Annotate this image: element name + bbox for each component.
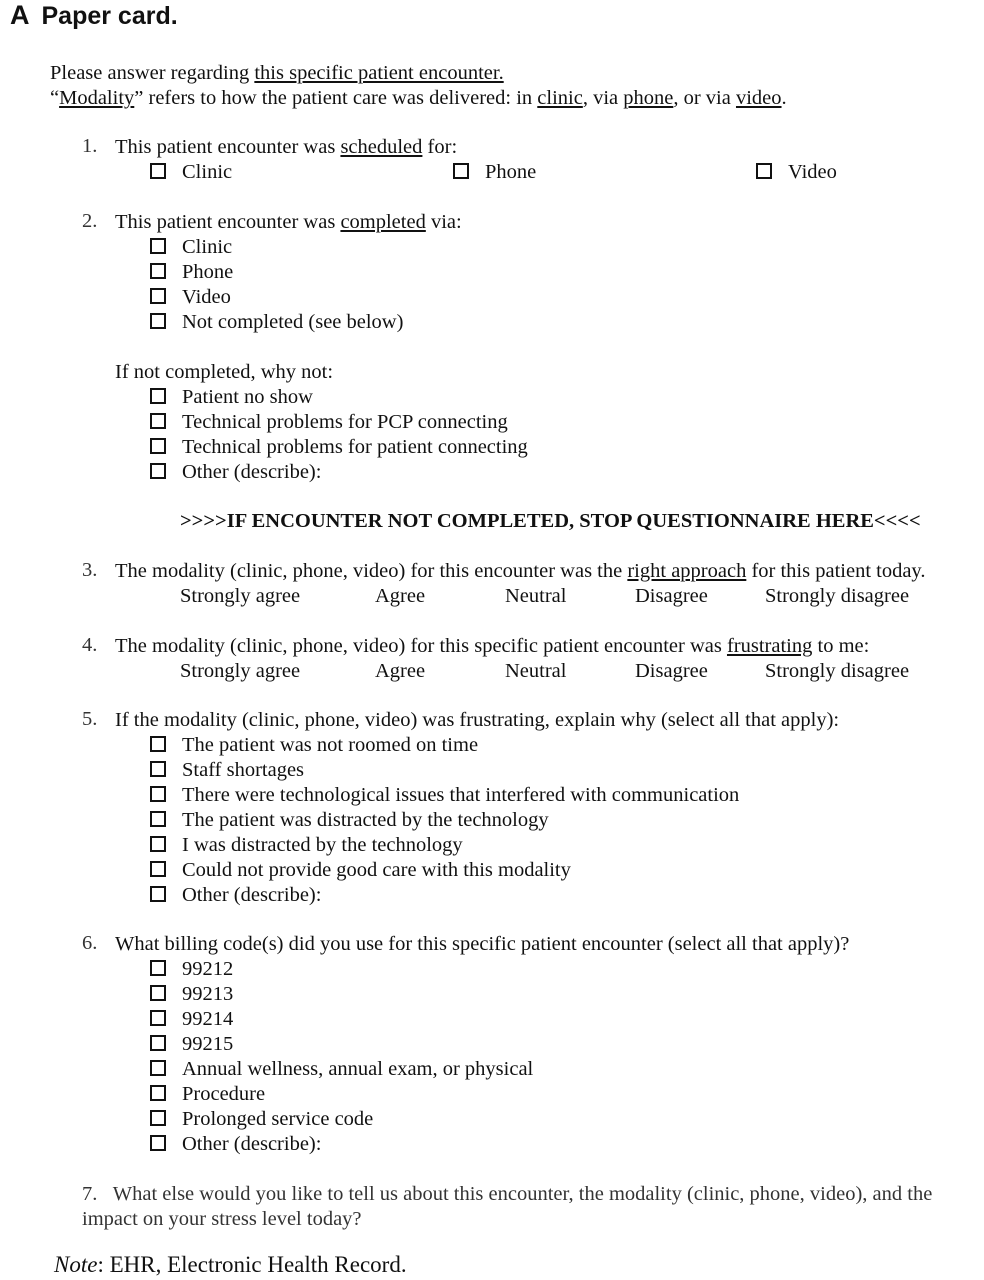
option-label: 99213 [182, 983, 234, 1005]
intro-line-2 [50, 86, 787, 111]
checkbox[interactable] [150, 388, 166, 404]
question-text: The modality (clinic, phone, video) for this encounter was the [115, 560, 628, 582]
intro-video: video [735, 87, 782, 109]
reason-option[interactable] [150, 385, 313, 410]
reason-option[interactable] [150, 410, 508, 435]
reason-option[interactable] [150, 460, 321, 485]
option-label: Other (describe): [182, 461, 322, 483]
option-label: Other (describe): [182, 1133, 322, 1155]
option-label: 99215 [182, 1033, 234, 1055]
panel-letter: A [10, 0, 30, 30]
option-label: Video [182, 286, 231, 308]
option-label: Procedure [182, 1083, 266, 1105]
q4-likert-strongly-agree[interactable]: Strongly agree [180, 660, 301, 682]
q3-likert-strongly-disagree[interactable]: Strongly disagree [765, 585, 910, 607]
checkbox[interactable] [150, 413, 166, 429]
option-label: Other (describe): [182, 884, 322, 906]
q4-likert-agree[interactable]: Agree [375, 660, 426, 682]
checkbox[interactable] [150, 263, 166, 279]
q3-likert-neutral[interactable]: Neutral [505, 585, 567, 607]
option-label: Could not provide good care with this modality [182, 859, 571, 881]
option-label: Video [788, 161, 837, 183]
q5-option[interactable] [150, 883, 321, 908]
question-text: for this patient today. [746, 560, 926, 582]
q6-option[interactable] [150, 1082, 265, 1107]
option-label: Patient no show [182, 386, 313, 408]
checkbox[interactable] [150, 786, 166, 802]
checkbox[interactable] [150, 861, 166, 877]
option-label: There were technological issues that interfered with communication [182, 784, 740, 806]
question-text: for: [422, 136, 458, 158]
q1-option-video[interactable] [756, 160, 837, 185]
checkbox[interactable] [150, 886, 166, 902]
question-text: This patient encounter was [115, 211, 341, 233]
q3-likert-strongly-agree[interactable]: Strongly agree [180, 585, 301, 607]
checkbox[interactable] [150, 761, 166, 777]
q4-likert-disagree[interactable]: Disagree [635, 660, 708, 682]
q6-option[interactable] [150, 1032, 233, 1057]
question-emphasis: scheduled [340, 136, 423, 158]
q3-likert-agree[interactable]: Agree [375, 585, 426, 607]
question-7-line-1 [82, 1182, 932, 1207]
intro-text: , via [582, 87, 624, 109]
checkbox[interactable] [150, 836, 166, 852]
q5-option[interactable] [150, 758, 304, 783]
not-completed-prompt: If not completed, why not: [115, 361, 334, 383]
option-label: Staff shortages [182, 759, 305, 781]
question-7-line-2: impact on your stress level today? [82, 1208, 362, 1230]
option-label: Not completed (see below) [182, 311, 404, 333]
intro-clinic: clinic [537, 87, 583, 109]
q6-option[interactable] [150, 982, 233, 1007]
q1-option-clinic[interactable] [150, 160, 232, 185]
checkbox[interactable] [150, 313, 166, 329]
intro-text: , or via [673, 87, 736, 109]
note-label: Note [54, 1252, 98, 1277]
q2-option[interactable] [150, 235, 232, 260]
q4-likert-strongly-disagree[interactable]: Strongly disagree [765, 660, 910, 682]
question-emphasis: completed [340, 211, 426, 233]
checkbox[interactable] [150, 1035, 166, 1051]
question-4-text [115, 634, 869, 659]
stop-notice: >>>>IF ENCOUNTER NOT COMPLETED, STOP QUESTIONNAIRE HERE<<<< [180, 510, 921, 532]
question-number: 6. [82, 932, 98, 954]
q4-likert-neutral[interactable]: Neutral [505, 660, 567, 682]
q6-option[interactable] [150, 1107, 373, 1132]
reason-option[interactable] [150, 435, 528, 460]
panel-heading [10, 0, 178, 35]
q6-option[interactable] [150, 957, 233, 982]
option-label: Annual wellness, annual exam, or physical [182, 1058, 534, 1080]
option-label: The patient was not roomed on time [182, 734, 479, 756]
question-6-text: What billing code(s) did you use for this specific patient encounter (select all that apply)? [115, 933, 850, 955]
intro-underlined: this specific patient encounter. [254, 62, 504, 84]
option-label: Technical problems for patient connecting [182, 436, 528, 458]
intro-text: . [781, 87, 787, 109]
intro-text: Please answer regarding [50, 62, 255, 84]
question-text: What else would you like to tell us about this encounter, the modality (clinic, phone, video), and the [112, 1183, 933, 1205]
checkbox[interactable] [150, 238, 166, 254]
checkbox[interactable] [150, 288, 166, 304]
q5-option[interactable] [150, 858, 571, 883]
checkbox[interactable] [150, 811, 166, 827]
intro-text: ” refers to how the patient care was delivered: in [134, 87, 538, 109]
option-label: Clinic [182, 236, 233, 258]
checkbox[interactable] [150, 1010, 166, 1026]
option-label: 99212 [182, 958, 234, 980]
checkbox[interactable] [150, 1110, 166, 1126]
q2-option[interactable] [150, 260, 233, 285]
option-label: Technical problems for PCP connecting [182, 411, 508, 433]
q2-option[interactable] [150, 285, 231, 310]
question-1-text [115, 135, 457, 160]
checkbox[interactable] [150, 960, 166, 976]
option-label: Clinic [182, 161, 233, 183]
checkbox[interactable] [453, 163, 469, 179]
question-5-text: If the modality (clinic, phone, video) was frustrating, explain why (select all that apply): [115, 709, 840, 731]
checkbox[interactable] [150, 1060, 166, 1076]
question-number: 7. [82, 1183, 98, 1205]
question-text: This patient encounter was [115, 136, 341, 158]
question-emphasis: right approach [627, 560, 747, 582]
question-text: to me: [812, 635, 870, 657]
q6-option[interactable] [150, 1007, 233, 1032]
intro-quote: “ [50, 87, 60, 109]
q5-option[interactable] [150, 808, 549, 833]
question-emphasis: frustrating [726, 635, 813, 657]
question-text: via: [425, 211, 462, 233]
q2-option[interactable] [150, 310, 403, 335]
question-2-text [115, 210, 462, 235]
option-label: The patient was distracted by the technology [182, 809, 549, 831]
q5-option[interactable] [150, 733, 478, 758]
panel-title: Paper card. [41, 2, 178, 30]
option-label: 99214 [182, 1008, 234, 1030]
q5-option[interactable] [150, 783, 739, 808]
checkbox[interactable] [150, 985, 166, 1001]
intro-line-1 [50, 61, 504, 86]
option-label: I was distracted by the technology [182, 834, 463, 856]
checkbox[interactable] [756, 163, 772, 179]
checkbox[interactable] [150, 736, 166, 752]
q1-option-phone[interactable] [453, 160, 536, 185]
question-number: 3. [82, 559, 98, 581]
checkbox[interactable] [150, 1135, 166, 1151]
question-3-text [115, 559, 925, 584]
checkbox[interactable] [150, 1085, 166, 1101]
checkbox[interactable] [150, 163, 166, 179]
footnote [54, 1251, 407, 1279]
question-text: The modality (clinic, phone, video) for this specific patient encounter was [115, 635, 727, 657]
q6-option[interactable] [150, 1132, 321, 1157]
option-label: Prolonged service code [182, 1108, 374, 1130]
checkbox[interactable] [150, 463, 166, 479]
question-number: 2. [82, 210, 98, 232]
q3-likert-disagree[interactable]: Disagree [635, 585, 708, 607]
q6-option[interactable] [150, 1057, 533, 1082]
question-number: 1. [82, 135, 98, 157]
intro-phone: phone [623, 87, 674, 109]
q5-option[interactable] [150, 833, 463, 858]
option-label: Phone [182, 261, 234, 283]
note-text: : EHR, Electronic Health Record. [97, 1252, 407, 1277]
question-number: 5. [82, 708, 98, 730]
question-number: 4. [82, 634, 98, 656]
option-label: Phone [485, 161, 537, 183]
checkbox[interactable] [150, 438, 166, 454]
intro-modality: Modality [59, 87, 135, 109]
